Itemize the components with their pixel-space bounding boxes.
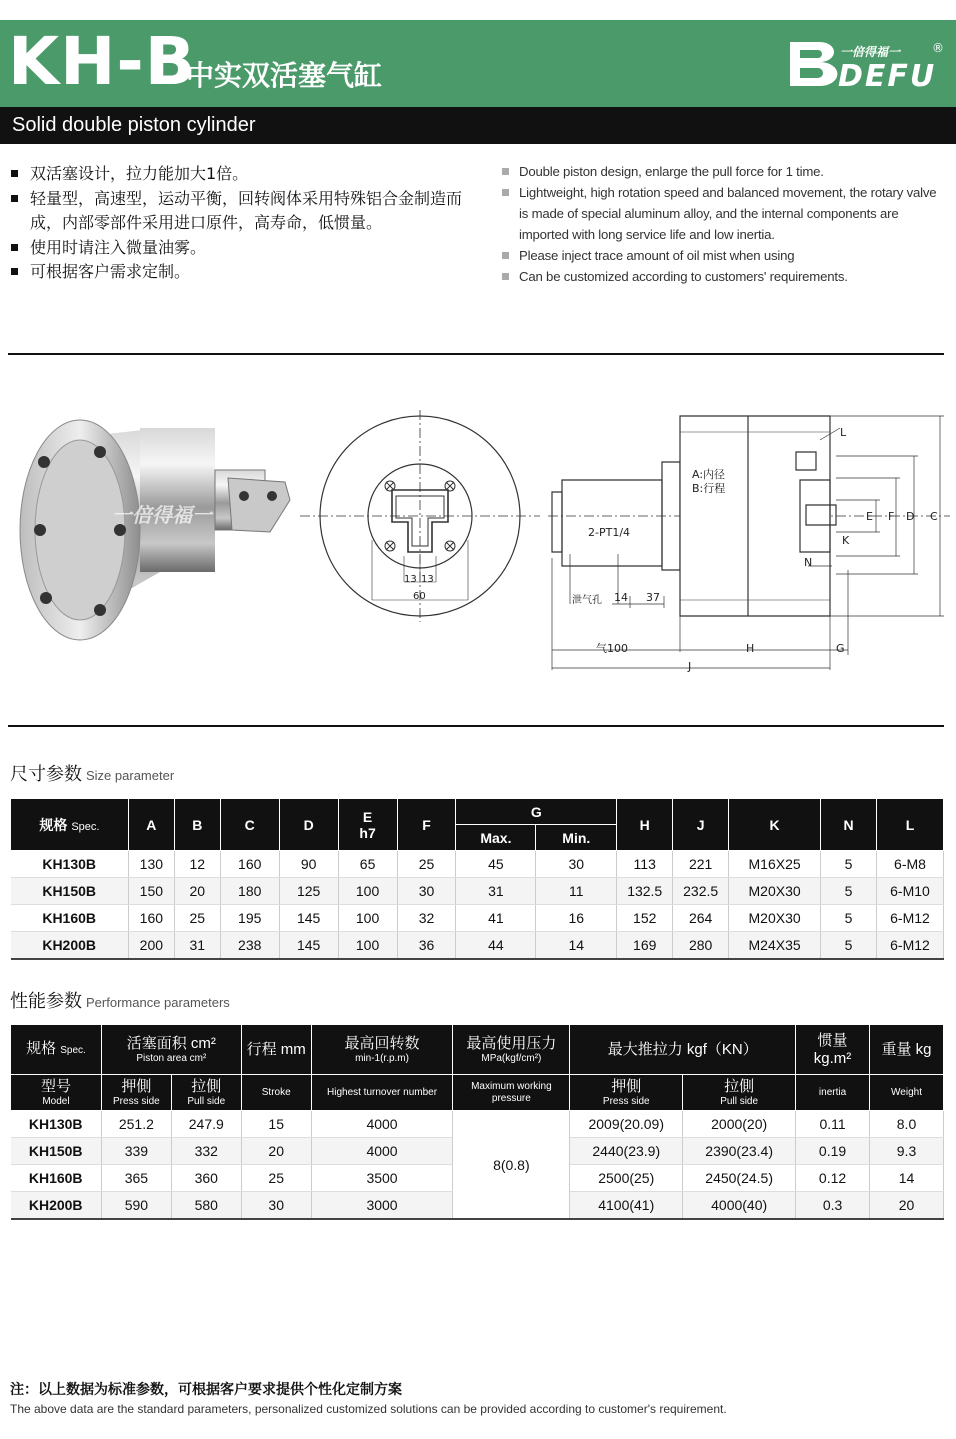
page-title: KH-B <box>8 23 197 100</box>
col-e: E h7 <box>338 799 397 851</box>
col-g-min: Min. <box>536 825 617 851</box>
table-row: KH150B 150 20 180 125 100 30 31 11 132.5 232.5 M20X30 5 6-M10 <box>11 878 944 905</box>
list-item: 使用时请注入微量油雾。 <box>10 236 472 261</box>
top-margin <box>0 0 956 20</box>
dim-k: K <box>842 534 850 547</box>
brand-logo <box>786 34 946 94</box>
col-spec: 规格 Spec. <box>11 1025 102 1075</box>
label-b: B:行程 <box>692 482 726 495</box>
col-inertia: 惯量 kg.m² <box>796 1025 870 1075</box>
list-item: 双活塞设计，拉力能加大1倍。 <box>10 162 472 187</box>
table-row: KH160B 365 360 25 3500 2500(25) 2450(24.5) 0.12 14 <box>11 1165 944 1192</box>
note-cn: 注：以上数据为标准参数，可根据客户要求提供个性化定制方案 <box>10 1382 402 1398</box>
page-subtitle: Solid double piston cylinder <box>12 114 256 136</box>
note-en: The above data are the standard parameters, personalized customized solutions can be provided according to customer's requirement. <box>10 1402 727 1416</box>
technical-drawing <box>0 360 956 720</box>
pressure-cell: 8(0.8) <box>453 1111 570 1220</box>
dim-d: D <box>906 510 915 523</box>
size-title-en: Size parameter <box>86 768 175 783</box>
table-row: KH150B 339 332 20 4000 2440(23.9) 2390(23.4) 0.19 9.3 <box>11 1138 944 1165</box>
col-n: N <box>821 799 877 851</box>
table-row: KH200B 590 580 30 3000 4100(41) 4000(40) 0.3 20 <box>11 1192 944 1220</box>
col-d: D <box>279 799 338 851</box>
dim-g: G <box>836 642 845 655</box>
dim-e: E <box>866 510 873 523</box>
col-spec: 规格 Spec. <box>11 799 129 851</box>
col-weight: 重量 kg <box>870 1025 944 1075</box>
table-row: KH130B 251.2 247.9 15 4000 8(0.8) 2009(20.09) 2000(20) 0.11 8.0 <box>11 1111 944 1138</box>
col-h: H <box>617 799 673 851</box>
product-photo <box>20 420 290 640</box>
col-force: 最大推拉力 kgf（KN） <box>570 1025 796 1075</box>
size-title-cn: 尺寸参数 <box>10 764 82 785</box>
dim-h: H <box>746 642 755 655</box>
col-force-pull: 拉側 Pull side <box>683 1075 796 1111</box>
logo-text: DEFU <box>838 59 937 94</box>
divider <box>8 725 944 727</box>
col-area: 活塞面积 cm² Piston area cm² <box>101 1025 241 1075</box>
col-b: B <box>174 799 220 851</box>
photo-watermark: 一倍得福一 <box>112 503 212 527</box>
dim-14: 14 <box>614 591 628 604</box>
dim-f: F <box>888 510 895 523</box>
side-view <box>548 416 950 670</box>
list-item: Lightweight, high rotation speed and balanced movement, the rotary valve is made of special aluminum alloy, and the internal components are imported with long service life and low inertia. <box>502 182 948 245</box>
col-f: F <box>397 799 456 851</box>
col-stroke: 行程 mm <box>241 1025 311 1075</box>
col-a: A <box>128 799 174 851</box>
table-row: KH160B 160 25 195 145 100 32 41 16 152 264 M20X30 5 6-M12 <box>11 905 944 932</box>
col-speed-en: Highest turnover number <box>311 1075 453 1111</box>
dim-13a: 13 <box>404 574 417 585</box>
label-a: A:内径 <box>692 468 726 481</box>
dim-100: 气100 <box>596 642 628 655</box>
perf-section-title <box>10 989 230 1016</box>
table-row: KH130B 130 12 160 90 65 25 45 30 113 221 M16X25 5 6-M8 <box>11 851 944 878</box>
list-item: Double piston design, enlarge the pull force for 1 time. <box>502 161 948 182</box>
divider <box>8 353 944 355</box>
features-cn-list <box>10 162 472 285</box>
logo-cn: 一倍得福一 <box>840 45 901 59</box>
dim-j: J <box>688 660 692 673</box>
col-j: J <box>673 799 729 851</box>
col-pressure: 最高使用压力 MPa(kgf/cm²) <box>453 1025 570 1075</box>
dim-37: 37 <box>646 591 660 604</box>
dim-60: 60 <box>413 591 426 602</box>
size-table <box>10 798 944 960</box>
size-section-title <box>10 762 174 789</box>
dim-n: N <box>804 556 813 569</box>
perf-title-cn: 性能参数 <box>10 991 82 1012</box>
list-item: Can be customized according to customers' requirements. <box>502 266 948 287</box>
list-item: 可根据客户需求定制。 <box>10 260 472 285</box>
col-model: 型号 Model <box>11 1075 102 1111</box>
label-vent: 泄气孔 <box>572 595 602 606</box>
list-item: 轻量型，高速型，运动平衡，回转阀体采用特殊铝合金制造而成，内部零部件采用进口原件，高寿命，低惯量。 <box>10 187 472 236</box>
col-g-max: Max. <box>456 825 536 851</box>
col-press-side: 押側 Press side <box>101 1075 171 1111</box>
col-speed: 最高回转数 min-1(r.p.m) <box>311 1025 453 1075</box>
col-stroke-en: Stroke <box>241 1075 311 1111</box>
col-inertia-en: inertia <box>796 1075 870 1111</box>
label-port: 2-PT1/4 <box>588 526 631 539</box>
col-weight-en: Weight <box>870 1075 944 1111</box>
col-pressure-en: Maximum working pressure <box>453 1075 570 1111</box>
col-k: K <box>729 799 821 851</box>
dim-l: L <box>840 426 847 439</box>
dim-13b: 13 <box>421 574 434 585</box>
list-item: Please inject trace amount of oil mist when using <box>502 245 948 266</box>
page-title-cn: 中实双活塞气缸 <box>186 59 383 92</box>
col-c: C <box>220 799 279 851</box>
features-en-list <box>502 161 948 287</box>
col-pull-side: 拉側 Pull side <box>171 1075 241 1111</box>
table-row: KH200B 200 31 238 145 100 36 44 14 169 280 M24X35 5 6-M12 <box>11 932 944 960</box>
col-l: L <box>876 799 943 851</box>
perf-table <box>10 1024 944 1220</box>
col-g: G <box>456 799 617 825</box>
dim-c: C <box>930 510 938 523</box>
perf-title-en: Performance parameters <box>86 995 230 1010</box>
logo-mark: ® <box>932 41 944 55</box>
col-force-press: 押側 Press side <box>570 1075 683 1111</box>
